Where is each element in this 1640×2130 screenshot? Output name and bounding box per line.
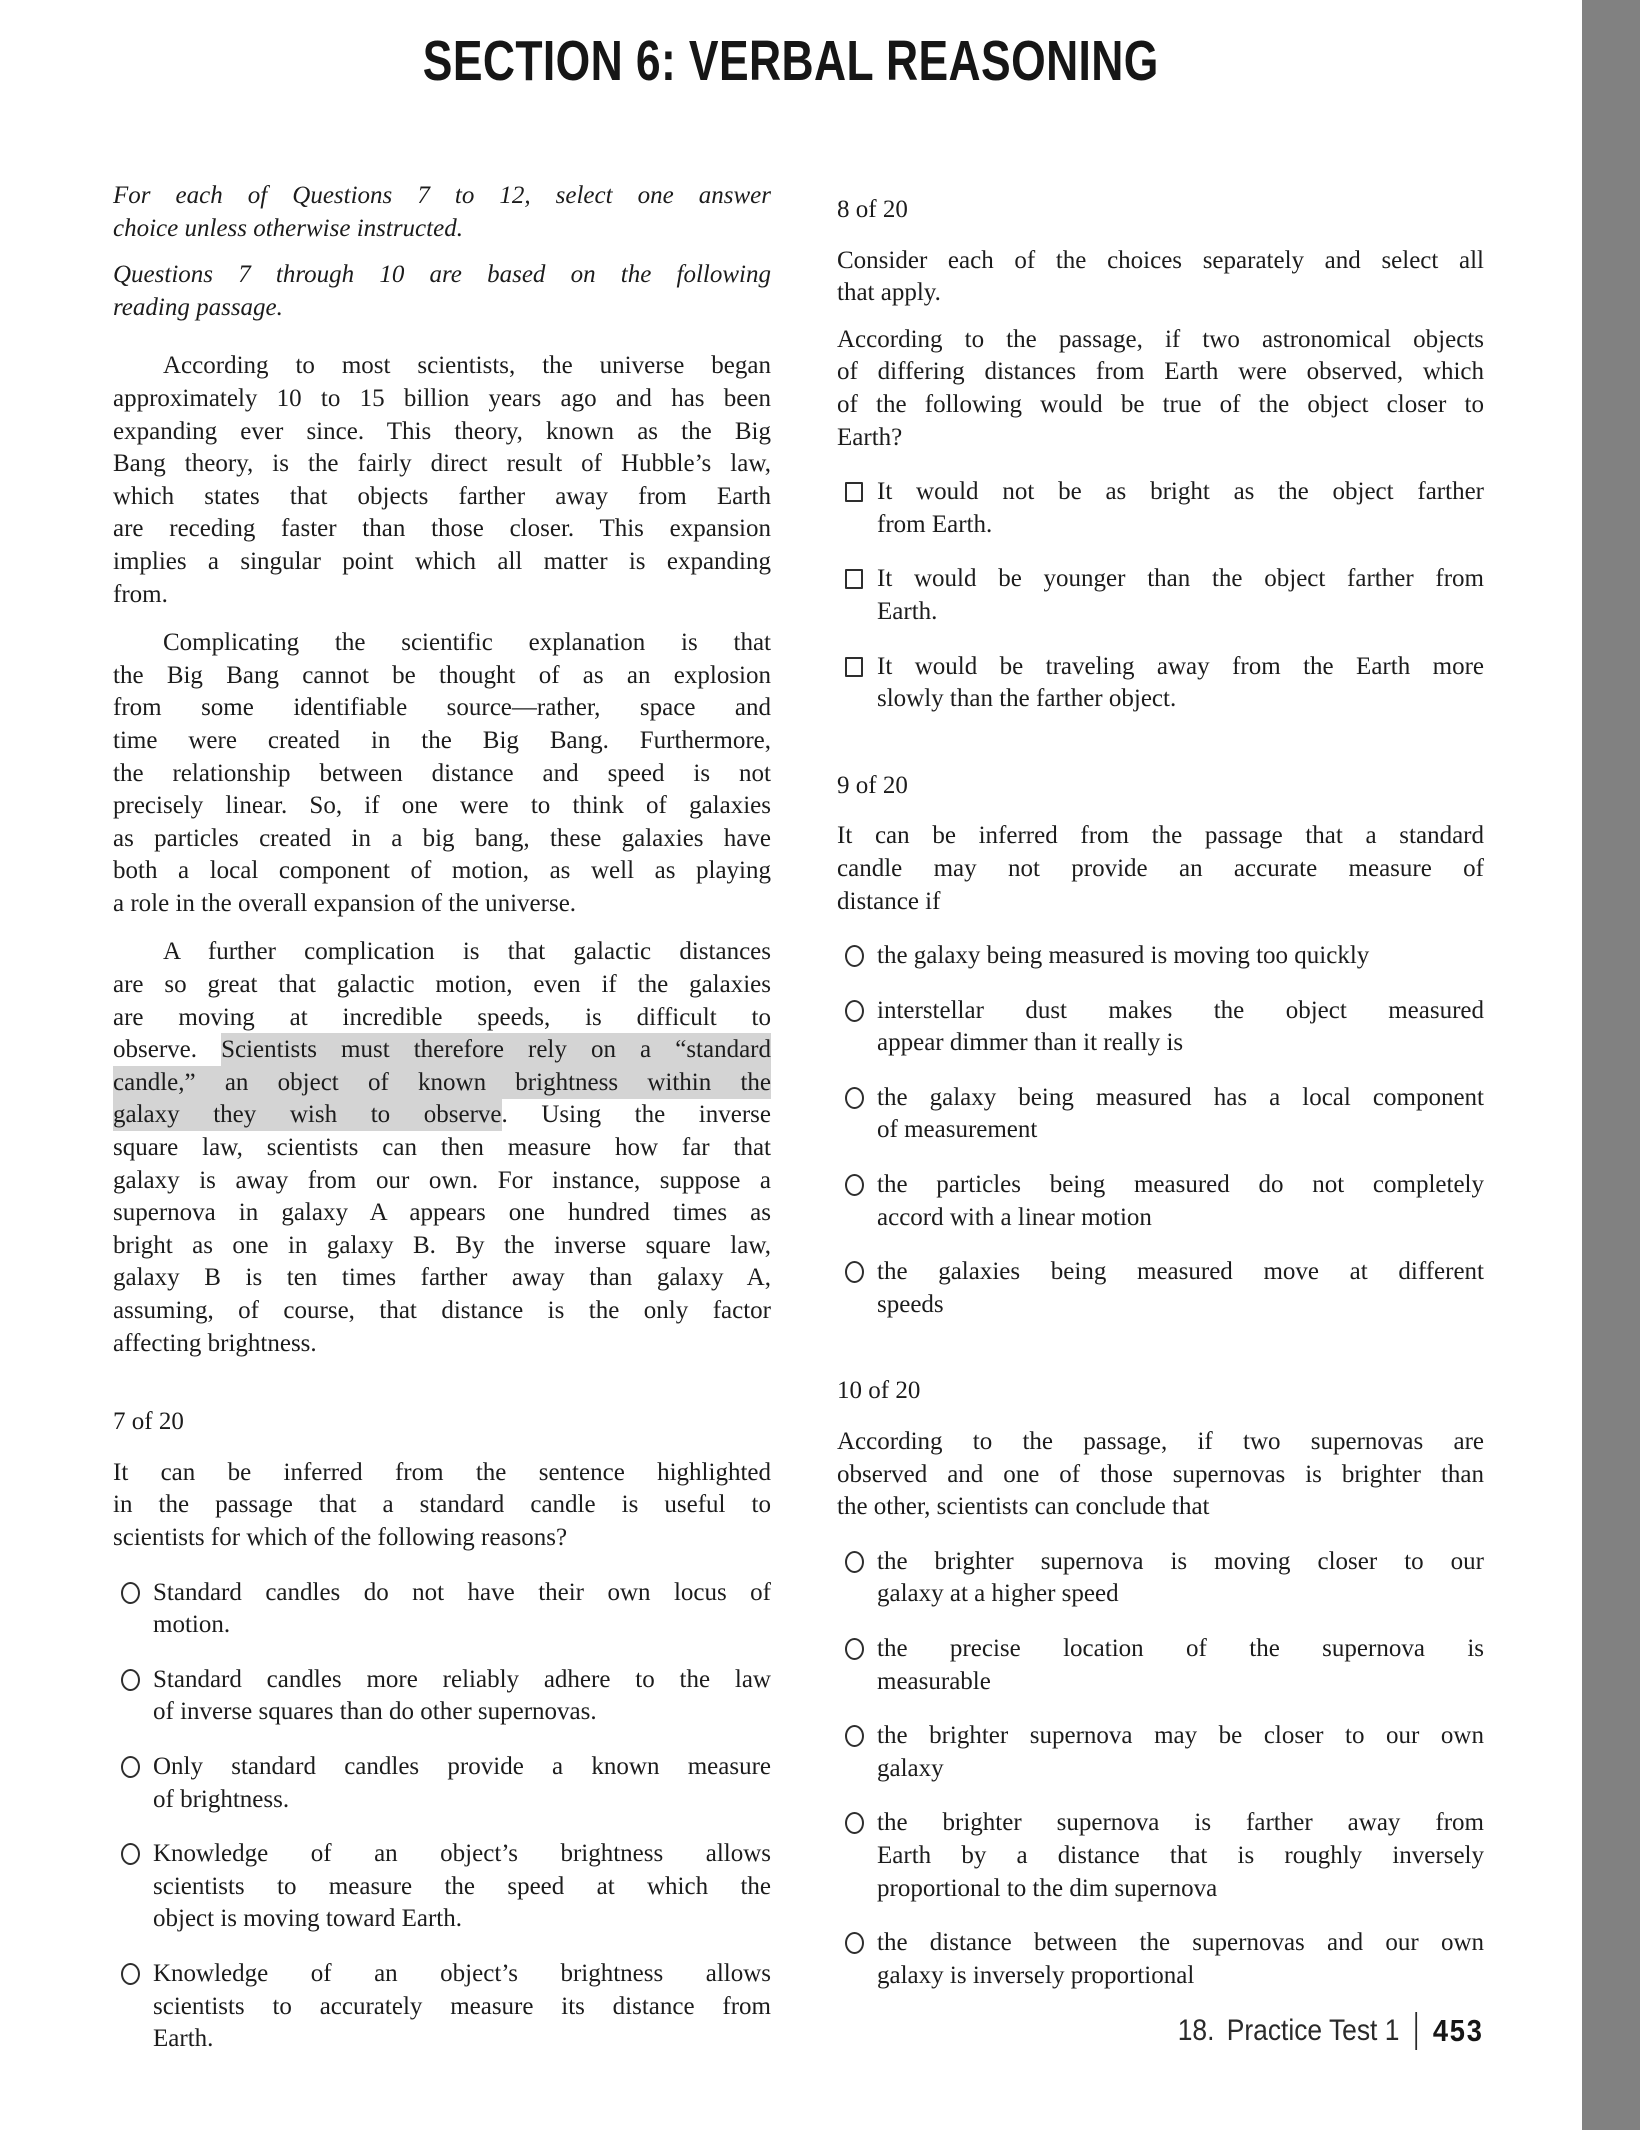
option-text	[153, 1958, 771, 2056]
passage-line	[113, 1099, 771, 1132]
checkbox-icon[interactable]	[845, 657, 863, 677]
text-line: For each of Questions 7 to 12, select one answer	[113, 182, 771, 209]
question-10-options	[837, 1546, 1484, 1993]
question-7-options	[113, 1577, 771, 2056]
option-text	[153, 1838, 771, 1936]
text-line: It would be younger than the object farther from	[877, 565, 1484, 593]
text-line: object is moving toward Earth.	[153, 1905, 462, 1933]
radio-button-icon[interactable]	[845, 1638, 864, 1660]
text-line: are moving at incredible speeds, is difficult to	[113, 1003, 771, 1031]
text-line: the galaxy being measured is moving too quickly	[877, 942, 1370, 970]
question-8-number: 8 of 20	[837, 196, 908, 223]
text-line: bright as one in galaxy B. By the inverse square law,	[113, 1231, 771, 1259]
text-line: the particles being measured do not completely	[877, 1171, 1484, 1199]
text-line: It would be traveling away from the Earth more	[877, 652, 1484, 680]
text-line: that apply.	[837, 279, 941, 307]
text-line: appear dimmer than it really is	[877, 1029, 1184, 1057]
text-line: time were created in the Big Bang. Furthermore,	[113, 726, 771, 754]
text-line: of brightness.	[153, 1785, 290, 1813]
text-line: According to the passage, if two supernovas are	[837, 1428, 1484, 1456]
radio-button-icon[interactable]	[121, 1843, 140, 1865]
checkbox-icon[interactable]	[845, 569, 863, 589]
highlighted-text: galaxy they wish to observe	[113, 1098, 502, 1131]
passage-text: observe.	[113, 1036, 222, 1064]
text-line: the distance between the supernovas and our own	[877, 1929, 1484, 1957]
text-line: of inverse squares than do other supernovas.	[153, 1698, 597, 1726]
right-column	[837, 180, 1484, 1992]
text-line: affecting brightness.	[113, 1329, 317, 1357]
option-text	[877, 563, 1484, 628]
text-line: are so great that galactic motion, even if the galaxies	[113, 971, 771, 999]
text-line: of the following would be true of the object closer to	[837, 390, 1484, 418]
question-9-stem	[837, 820, 1484, 918]
text-line: which states that objects farther away from Earth	[113, 482, 771, 510]
option-text	[877, 1256, 1484, 1321]
text-line: According to most scientists, the universe began	[163, 352, 771, 380]
option-text	[877, 995, 1484, 1060]
radio-button-icon[interactable]	[121, 1756, 140, 1778]
text-line: approximately 10 to 15 billion years ago and has been	[113, 384, 771, 412]
text-line: galaxy	[877, 1754, 944, 1782]
answer-option[interactable]	[837, 1807, 1484, 1905]
question-7	[113, 1406, 771, 2056]
page-number: 453	[1433, 2013, 1484, 2048]
text-line: Knowledge of an object’s brightness allows	[153, 1840, 771, 1868]
text-line: slowly than the farther object.	[877, 685, 1177, 713]
option-text	[877, 1633, 1484, 1698]
text-line: Complicating the scientific explanation is that	[163, 629, 771, 657]
radio-button-icon[interactable]	[845, 1551, 864, 1573]
passage-reference-note	[113, 259, 771, 324]
answer-option[interactable]	[113, 1751, 771, 1816]
text-line: Only standard candles provide a known measure	[153, 1752, 771, 1780]
text-line: measurable	[877, 1667, 991, 1695]
answer-option[interactable]	[837, 940, 1484, 973]
text-line: the other, scientists can conclude that	[837, 1493, 1210, 1521]
section-title: SECTION 6: VERBAL REASONING	[422, 29, 1159, 93]
text-line: accord with a linear motion	[877, 1203, 1152, 1231]
option-text	[877, 1807, 1484, 1905]
question-7-number: 7 of 20	[113, 1408, 184, 1436]
text-line: the galaxies being measured move at different	[877, 1258, 1484, 1286]
question-10	[837, 1375, 1484, 1992]
text-line: a role in the overall expansion of the universe.	[113, 889, 577, 917]
text-line: candle may not provide an accurate measure of	[837, 854, 1484, 882]
text-line: Standard candles do not have their own locus of	[153, 1578, 771, 1606]
passage-paragraph-1	[113, 350, 771, 611]
question-9	[837, 770, 1484, 1322]
answer-option[interactable]	[113, 1577, 771, 1642]
text-line: square law, scientists can then measure how far that	[113, 1134, 771, 1162]
text-line: Earth by a distance that is roughly inversely	[877, 1841, 1484, 1869]
text-line: the relationship between distance and speed is not	[113, 759, 771, 787]
option-text	[153, 1577, 771, 1642]
text-line: It can be inferred from the passage that a standard	[837, 822, 1484, 850]
text-line: scientists for which of the following reasons?	[113, 1523, 568, 1551]
text-line: in the passage that a standard candle is useful to	[113, 1491, 771, 1519]
text-line: choice unless otherwise instructed.	[113, 214, 463, 242]
question-8-options	[837, 476, 1484, 716]
option-text	[877, 1927, 1484, 1992]
text-line: the brighter supernova is moving closer to our	[877, 1547, 1484, 1575]
text-line: According to the passage, if two astronomical objects	[837, 325, 1484, 353]
option-text	[877, 1082, 1484, 1147]
radio-button-icon[interactable]	[845, 1000, 864, 1022]
text-line: interstellar dust makes the object measured	[877, 996, 1484, 1024]
radio-button-icon[interactable]	[845, 1261, 864, 1283]
text-line: Consider each of the choices separately and select all	[837, 246, 1484, 274]
option-text	[877, 940, 1484, 973]
text-line: the brighter supernova may be closer to our own	[877, 1722, 1484, 1750]
passage-line	[113, 1067, 771, 1100]
answer-option[interactable]	[837, 1927, 1484, 1992]
answer-option[interactable]	[837, 1720, 1484, 1785]
text-line: galaxy is away from our own. For instance, suppose a	[113, 1166, 771, 1194]
question-10-number: 10 of 20	[837, 1377, 921, 1405]
text-line: observed and one of those supernovas is brighter than	[837, 1460, 1484, 1488]
radio-button-icon[interactable]	[845, 1725, 864, 1747]
radio-button-icon[interactable]	[845, 945, 864, 967]
passage-paragraph-2	[113, 627, 771, 920]
answer-option[interactable]	[837, 476, 1484, 541]
text-line: precisely linear. So, if one were to think of galaxies	[113, 792, 771, 820]
text-line: A further complication is that galactic distances	[163, 938, 771, 966]
text-line: It can be inferred from the sentence highlighted	[113, 1458, 771, 1486]
option-text	[153, 1751, 771, 1816]
text-line: of differing distances from Earth were observed, which	[837, 358, 1484, 386]
text-line: Standard candles more reliably adhere to the law	[153, 1665, 771, 1693]
radio-button-icon[interactable]	[845, 1087, 864, 1109]
answer-option[interactable]	[837, 1546, 1484, 1611]
text-line: scientists to accurately measure its distance from	[153, 1992, 771, 2020]
text-line: the precise location of the supernova is	[877, 1635, 1484, 1662]
text-line: Knowledge of an object’s brightness allows	[153, 1959, 771, 1987]
text-line: speeds	[877, 1290, 944, 1318]
text-line: distance if	[837, 887, 941, 915]
passage-line	[113, 1034, 771, 1067]
text-line: the brighter supernova is farther away from	[877, 1809, 1484, 1837]
footer-label: Practice Test 1	[1227, 2014, 1400, 2047]
text-line: from some identifiable source—rather, space and	[113, 694, 771, 722]
text-line: Bang theory, is the fairly direct result of Hubble’s law,	[113, 450, 771, 478]
radio-button-icon[interactable]	[121, 1669, 140, 1691]
question-9-options	[837, 940, 1484, 1321]
option-text	[877, 1169, 1484, 1234]
text-line: scientists to measure the speed at which the	[153, 1872, 771, 1900]
answer-option[interactable]	[113, 1664, 771, 1729]
page-header	[0, 28, 1582, 94]
option-text	[877, 1720, 1484, 1785]
left-column	[113, 180, 771, 2056]
text-line: the Big Bang cannot be thought of as an explosion	[113, 661, 771, 689]
option-text	[877, 1546, 1484, 1611]
radio-button-icon[interactable]	[845, 1174, 864, 1196]
option-text	[877, 476, 1484, 541]
answer-option[interactable]	[837, 1169, 1484, 1234]
passage-paragraph-3-start	[113, 936, 771, 1034]
question-8	[837, 194, 1484, 716]
radio-button-icon[interactable]	[845, 1812, 864, 1834]
text-line: Questions 7 through 10 are based on the following	[113, 261, 771, 289]
radio-button-icon[interactable]	[845, 1932, 864, 1954]
option-text	[153, 1664, 771, 1729]
passage-paragraph-3-end	[113, 1132, 771, 1360]
text-line: It would not be as bright as the object farther	[877, 478, 1484, 506]
text-line: from Earth.	[877, 510, 993, 538]
question-7-stem	[113, 1457, 771, 1555]
passage-paragraph-3	[113, 936, 771, 1360]
text-line: galaxy B is ten times farther away than galaxy A,	[113, 1264, 771, 1292]
text-line: galaxy is inversely proportional	[877, 1961, 1195, 1989]
page-edge-bar	[1582, 0, 1640, 2130]
footer-divider	[1416, 2012, 1418, 2050]
answer-option[interactable]	[837, 651, 1484, 716]
highlighted-text: candle,” an object of known brightness within the	[113, 1066, 771, 1099]
text-line: supernova in galaxy A appears one hundred times as	[113, 1199, 771, 1227]
text-line: galaxy at a higher speed	[877, 1580, 1119, 1608]
radio-button-icon[interactable]	[121, 1582, 140, 1604]
text-line: Earth.	[153, 2025, 214, 2053]
text-line: are receding faster than those closer. This expansion	[113, 515, 771, 543]
text-line: motion.	[153, 1611, 231, 1639]
footer-chapter: 18.	[1178, 2014, 1215, 2047]
answer-option[interactable]	[837, 1082, 1484, 1147]
checkbox-icon[interactable]	[845, 482, 863, 502]
question-8-stem	[837, 324, 1484, 454]
text-line: implies a singular point which all matter is expanding	[113, 547, 771, 575]
text-line: proportional to the dim supernova	[877, 1874, 1218, 1902]
highlighted-text: Scientists must therefore rely on a “standard	[221, 1033, 771, 1066]
text-line: both a local component of motion, as well as playing	[113, 857, 771, 885]
text-line: of measurement	[877, 1116, 1038, 1144]
text-line: reading passage.	[113, 293, 283, 321]
text-line: Earth?	[837, 423, 903, 451]
answer-option[interactable]	[113, 1958, 771, 2056]
question-10-stem	[837, 1426, 1484, 1524]
answer-option[interactable]	[113, 1838, 771, 1936]
answer-option[interactable]	[837, 563, 1484, 628]
question-9-number: 9 of 20	[837, 771, 908, 799]
text-line: the galaxy being measured has a local component	[877, 1083, 1484, 1111]
option-text	[877, 651, 1484, 716]
answer-option[interactable]	[837, 1256, 1484, 1321]
general-instructions	[113, 180, 771, 245]
page-footer	[1178, 2012, 1484, 2050]
radio-button-icon[interactable]	[121, 1963, 140, 1985]
answer-option[interactable]	[837, 1633, 1484, 1698]
text-line: from.	[113, 580, 168, 608]
text-line: Earth.	[877, 597, 938, 625]
text-line: expanding ever since. This theory, known as the Big	[113, 417, 771, 445]
answer-option[interactable]	[837, 995, 1484, 1060]
passage-text: . Using the inverse	[501, 1101, 772, 1129]
question-8-instruction	[837, 245, 1484, 310]
text-line: as particles created in a big bang, these galaxies have	[113, 824, 771, 852]
text-line: assuming, of course, that distance is the only factor	[113, 1297, 771, 1324]
